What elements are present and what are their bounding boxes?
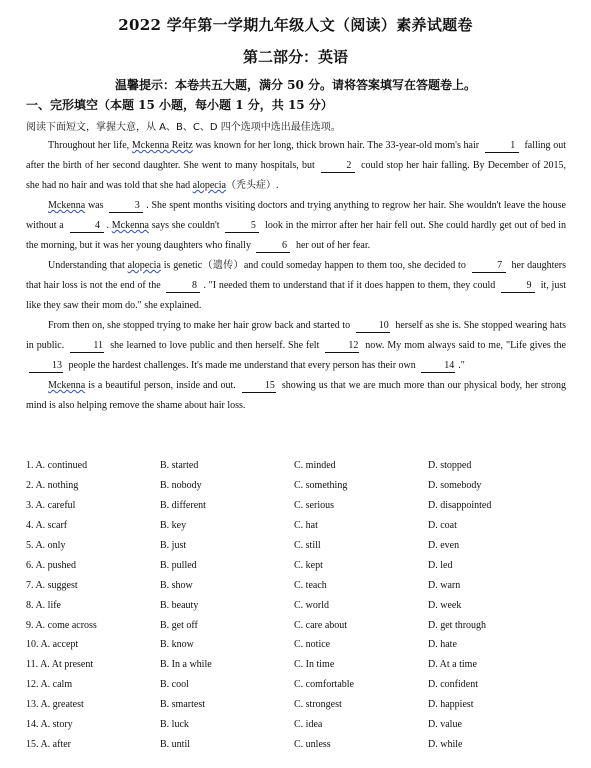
option-d: D. happiest: [428, 699, 474, 711]
option-a: 12. A. calm: [26, 679, 73, 691]
text: is a beautiful person, inside and out.: [85, 380, 239, 391]
option-row: [26, 734, 566, 754]
blank-12: 12: [325, 339, 359, 353]
option-b: B. cool: [160, 679, 189, 691]
text: is genetic（遗传）and could someday happen to them too, she decided to: [160, 260, 469, 271]
text: （秃头症）.: [225, 180, 279, 191]
option-row: [26, 635, 566, 655]
blank-14: 14: [421, 359, 455, 373]
text: .": [458, 360, 465, 371]
blank-5: 5: [225, 219, 259, 233]
paragraph-5: [26, 376, 566, 416]
text: now. My mom always said to me, "Life gives the: [362, 340, 566, 351]
option-row: [26, 615, 566, 635]
part-subtitle: 第二部分：英语: [242, 48, 348, 66]
text: falling out after the birth of her second daughter. She went to many hospitals, but: [26, 140, 566, 171]
blank-7: 7: [472, 259, 506, 273]
blank-1: 1: [485, 139, 519, 153]
option-b: B. smartest: [160, 699, 205, 711]
text: Understanding that: [48, 260, 128, 271]
option-row: [26, 595, 566, 615]
option-a: 9. A. come across: [26, 619, 97, 631]
option-a: 13. A. greatest: [26, 699, 84, 711]
option-row: [26, 536, 566, 556]
blank-2: 2: [321, 159, 355, 173]
blank-13: 13: [29, 359, 63, 373]
text: herself as she is. She stopped wearing hats in public.: [26, 320, 566, 351]
blank-3: 3: [109, 199, 143, 213]
option-b: B. pulled: [160, 559, 197, 571]
option-c: C. notice: [294, 639, 331, 651]
text: From then on, she stopped trying to make her hair grow back and started to: [48, 320, 353, 331]
option-d: D. At a time: [428, 659, 477, 671]
option-a: 3. A. careful: [26, 500, 76, 512]
blank-15: 15: [242, 379, 276, 393]
option-b: B. show: [160, 579, 193, 591]
option-row: [26, 555, 566, 575]
option-c: C. hat: [294, 520, 318, 532]
option-c: C. minded: [294, 460, 336, 472]
option-b: B. until: [160, 738, 191, 750]
paragraph-3: [26, 256, 566, 316]
option-b: B. key: [160, 520, 187, 532]
text: showing us that we are much more than our physical body, her strong mind is also helping remove the shame about hair loss.: [26, 380, 566, 411]
text: look in the mirror after her hair fell out. She could hardly get out of bed in the morning, but it was her young daughters who finally: [26, 220, 566, 251]
blank-9: 9: [501, 279, 535, 293]
answer-options: [26, 456, 566, 754]
option-a: 7. A. suggest: [26, 579, 78, 591]
blank-8: 8: [166, 279, 200, 293]
term-alopecia: alopecia: [127, 260, 161, 271]
option-row: [26, 655, 566, 675]
option-row: [26, 476, 566, 496]
text: was known for her long, thick brown hair. The 33-year-old mom's hair: [192, 140, 482, 151]
person-name: Mckenna: [48, 380, 86, 391]
option-d: D. week: [428, 599, 462, 611]
text: it, just like they saw their mom do." she explained.: [26, 280, 567, 311]
option-d: D. hate: [428, 639, 457, 651]
option-d: D. even: [428, 540, 460, 551]
text: could stop her hair falling. By December of 2015, she had no hair and was told that she had: [26, 160, 566, 191]
option-c: C. teach: [294, 579, 327, 591]
option-c: C. serious: [294, 500, 334, 512]
option-row: [26, 516, 566, 536]
paragraph-1: [26, 136, 566, 196]
text: people the hardest challenges. It's made me understand that every person has their own: [66, 360, 419, 371]
option-a: 10. A. accept: [26, 639, 79, 651]
option-c: C. comfortable: [294, 679, 354, 691]
option-d: D. confident: [428, 679, 478, 691]
option-a: 4. A. scarf: [26, 520, 68, 532]
person-name: Mckenna: [48, 200, 86, 211]
option-b: B. just: [160, 540, 187, 551]
option-c: C. idea: [294, 719, 323, 731]
option-a: 8. A. life: [26, 599, 61, 611]
blank-10: 10: [356, 319, 390, 333]
option-b: B. get off: [160, 619, 198, 631]
option-row: [26, 496, 566, 516]
term-alopecia: alopecia: [192, 180, 226, 191]
person-name: Mckenna: [111, 220, 149, 231]
option-d: D. value: [428, 719, 462, 731]
text: . She spent months visiting doctors and trying anything to regrow her hair. She wouldn't leave the house without a: [26, 200, 566, 231]
text: . "I needed them to understand that if it does happen to them, they could: [203, 280, 499, 291]
option-b: B. beauty: [160, 599, 199, 611]
option-a: 2. A. nothing: [26, 480, 79, 492]
option-d: D. warn: [428, 579, 461, 591]
option-a: 5. A. only: [26, 540, 66, 551]
option-a: 15. A. after: [26, 738, 71, 750]
option-a: 14. A. story: [26, 719, 73, 731]
text: says she couldn't: [148, 220, 223, 231]
blank-11: 11: [70, 339, 104, 353]
option-d: D. get through: [428, 619, 487, 631]
option-row: [26, 715, 566, 735]
text: her daughters that hair loss is not the end of the: [26, 260, 567, 291]
paragraph-2: [26, 196, 566, 256]
option-a: 1. A. continued: [26, 460, 88, 472]
option-c: C. kept: [294, 559, 323, 571]
option-b: B. started: [160, 460, 199, 472]
option-c: C. care about: [294, 619, 348, 631]
option-c: C. strongest: [294, 699, 342, 711]
text: she learned to love public and then herself. She felt: [107, 340, 323, 351]
blank-6: 6: [256, 239, 290, 253]
option-b: B. know: [160, 639, 194, 651]
option-b: B. different: [160, 500, 206, 512]
blank-4: 4: [70, 219, 104, 233]
option-a: 11. A. At present: [26, 659, 94, 671]
option-d: D. stopped: [428, 460, 472, 472]
exam-title: 2022 学年第一学期九年级人文（阅读）素养试题卷: [118, 16, 473, 34]
option-c: C. still: [294, 540, 321, 551]
option-row: [26, 575, 566, 595]
exam-notice: 温馨提示：本卷共五大题，满分 50 分。请将答案填写在答题卷上。: [114, 78, 477, 92]
person-name: Mckenna Reitz: [131, 140, 193, 151]
section-heading: 一、完形填空（本题 15 小题，每小题 1 分，共 15 分）: [26, 98, 333, 112]
section-instruction: 阅读下面短文，掌握大意，从 A、B、C、D 四个选项中选出最佳选项。: [26, 122, 341, 133]
option-b: B. luck: [160, 719, 189, 731]
option-d: D. disappointed: [428, 500, 492, 512]
option-row: [26, 456, 566, 476]
option-b: B. In a while: [160, 659, 212, 671]
option-c: C. something: [294, 480, 348, 492]
text: her out of her fear.: [293, 240, 371, 251]
cloze-passage: [26, 136, 566, 416]
paragraph-4: [26, 316, 566, 376]
option-c: C. world: [294, 599, 329, 611]
option-row: [26, 675, 566, 695]
option-c: C. unless: [294, 738, 331, 750]
option-d: D. led: [428, 559, 453, 571]
text: .: [106, 220, 112, 231]
option-c: C. In time: [294, 659, 335, 671]
option-d: D. somebody: [428, 480, 482, 492]
option-a: 6. A. pushed: [26, 559, 76, 571]
option-d: D. coat: [428, 520, 457, 532]
option-b: B. nobody: [160, 480, 202, 492]
text: Throughout her life,: [48, 140, 132, 151]
option-d: D. while: [428, 738, 463, 750]
text: was: [85, 200, 107, 211]
option-row: [26, 695, 566, 715]
